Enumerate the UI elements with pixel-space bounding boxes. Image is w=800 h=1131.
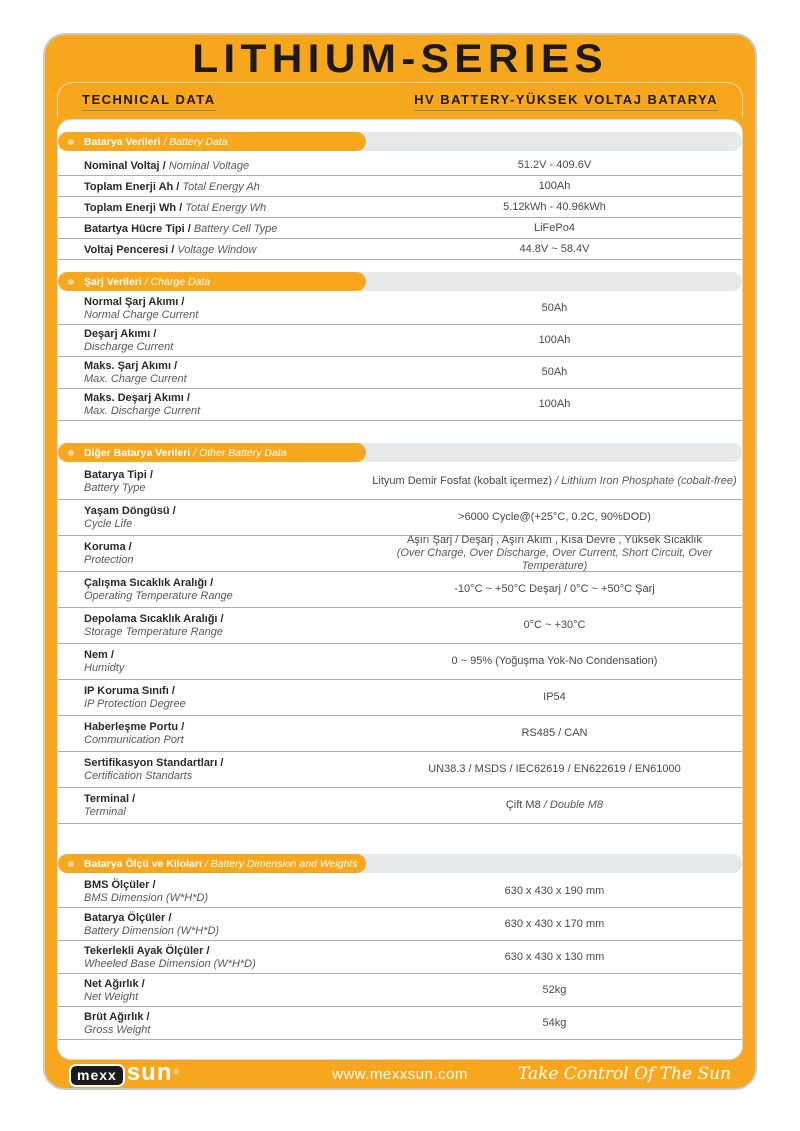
spec-label-slash: / (173, 181, 183, 193)
spec-label (84, 648, 367, 675)
spec-value-text: >6000 Cycle@(+25°C, 0.2C, 90%DOD) (458, 511, 651, 523)
spec-value-text: 51.2V - 409.6V (517, 158, 592, 171)
spec-value-italic: / Double M8 (540, 799, 604, 811)
spec-label (84, 911, 367, 938)
datasheet-frame (43, 33, 757, 1090)
subtitle-bar (57, 82, 743, 119)
header (45, 35, 755, 82)
spec-value-text: 50Ah (541, 302, 568, 314)
spec-value-line (367, 334, 742, 347)
spec-value (367, 398, 742, 411)
spec-label-en: Certification Standarts (84, 770, 193, 782)
spec-label (84, 720, 367, 747)
spec-value-line (367, 475, 742, 488)
mexxsun-logo (69, 1058, 180, 1087)
spec-label-en: Communication Port (84, 734, 184, 746)
spec-value (367, 691, 742, 704)
spec-value-text: -10°C ~ +50°C Deşarj / 0°C ~ +50°C Şarj (454, 583, 655, 595)
section-pill (58, 272, 366, 291)
spec-value (367, 1017, 742, 1030)
spec-label (84, 391, 367, 418)
spec-label-en: Voltage Window (177, 244, 257, 256)
spec-value-line (367, 180, 742, 193)
spec-value-text: 54kg (542, 1016, 567, 1029)
spec-label (84, 504, 367, 531)
spec-value (367, 534, 742, 573)
spec-value-line (367, 201, 742, 214)
section-header (58, 854, 742, 873)
spec-value-line (367, 1017, 742, 1030)
spec-row (58, 155, 742, 176)
spec-label-en: Battery Dimension (W*H*D) (84, 924, 220, 937)
spec-row (58, 218, 742, 239)
spec-row (58, 716, 742, 752)
spec-label-en: Operating Temperature Range (84, 590, 233, 602)
spec-label-slash: / (176, 202, 186, 214)
spec-value (367, 334, 742, 347)
section-title-tr: Batarya Ölçü ve Kiloları (84, 857, 202, 870)
spec-row (58, 941, 742, 974)
spec-label (84, 198, 367, 216)
spec-label-tr: Maks. Şarj Akımı / (84, 360, 178, 372)
spec-label-tr: Nominal Voltaj (84, 160, 160, 172)
section-title-en: / Battery Dimension and Weights (204, 857, 358, 870)
spec-value-text: Çift M8 (505, 799, 541, 811)
website-link[interactable]: www.mexxsun.com (332, 1065, 468, 1083)
spec-row (58, 572, 742, 608)
spec-row (58, 293, 742, 325)
spec-value-line (367, 583, 742, 596)
section-rows (58, 293, 742, 421)
spec-label-tr: Tekerlekli Ayak Ölçüler / (84, 944, 210, 957)
spec-row (58, 908, 742, 941)
spec-label-slash: / (159, 160, 169, 172)
spec-value (367, 201, 742, 214)
spec-value-text: 630 x 430 x 130 mm (504, 950, 605, 963)
section (58, 132, 742, 260)
spec-label (84, 977, 367, 1004)
spec-label-tr: Batarya Ölçüler / (84, 911, 172, 924)
spec-value (367, 619, 742, 632)
spec-value (367, 727, 742, 740)
spec-value (367, 159, 742, 172)
spec-label-en: Storage Temperature Range (84, 626, 224, 638)
section-bullet-icon (68, 861, 74, 867)
footer-bar (45, 1060, 755, 1088)
spec-value-line (367, 918, 742, 931)
spec-row (58, 608, 742, 644)
spec-label-tr: Sertifikasyon Standartları / (84, 757, 224, 769)
spec-value-text: 100Ah (538, 179, 571, 192)
spec-value-text: 44.8V ~ 58.4V (519, 242, 590, 255)
spec-label (84, 468, 367, 495)
spec-row (58, 197, 742, 218)
spec-value-text: 5.12kWh - 40.96kWh (503, 200, 606, 213)
spec-row (58, 239, 742, 260)
spec-label-en: Cycle Life (84, 518, 133, 530)
spec-label-en: Battery Cell Type (193, 223, 278, 235)
spec-label-en: Total Energy Wh (185, 202, 267, 214)
spec-value-line (367, 366, 742, 379)
spec-value-text: UN38.3 / MSDS / IEC62619 / EN622619 / EN61000 (428, 763, 681, 775)
spec-label-en: Discharge Current (84, 341, 174, 353)
spec-value (367, 511, 742, 524)
section-header (58, 443, 742, 462)
slogan-text: Take Control Of The Sun (517, 1064, 731, 1084)
spec-label-tr: Depolama Sıcaklık Aralığı / (84, 613, 224, 625)
section-bullet-icon (68, 279, 74, 285)
spec-label-tr: Toplam Enerji Wh (84, 202, 177, 214)
spec-label-tr: Haberleşme Portu / (84, 721, 185, 733)
spec-label-en: Humidty (84, 662, 125, 674)
spec-value-line (367, 619, 742, 632)
spec-value (367, 583, 742, 596)
spec-label (84, 792, 367, 819)
subtitle-right: HV BATTERY-YÜKSEK VOLTAJ BATARYA (414, 92, 718, 111)
spec-row (58, 500, 742, 536)
spec-value-italic: / Lithium Iron Phosphate (cobalt-free) (552, 475, 737, 487)
spec-label-en: Nominal Voltage (168, 160, 250, 172)
spec-label (84, 944, 367, 971)
spec-value-line (367, 984, 742, 997)
spec-label-tr: Deşarj Akımı / (84, 328, 157, 340)
spec-value (367, 951, 742, 964)
spec-row (58, 974, 742, 1007)
spec-label (84, 540, 367, 567)
logo-sun-text: sun® (126, 1058, 180, 1086)
spec-label-en: Terminal (84, 806, 126, 818)
spec-label-tr: Çalışma Sıcaklık Aralığı / (84, 577, 214, 589)
logo-mexx-badge: mexx (69, 1064, 125, 1087)
spec-value-line (367, 534, 742, 547)
spec-value-line (367, 302, 742, 315)
spec-value (367, 222, 742, 235)
spec-label-tr: Brüt Ağırlık / (84, 1010, 150, 1023)
spec-value (367, 885, 742, 898)
spec-value-line (367, 511, 742, 524)
spec-label-tr: BMS Ölçüler / (84, 878, 156, 891)
spec-label-tr: Voltaj Penceresi (84, 244, 169, 256)
spec-label-tr: Net Ağırlık / (84, 977, 145, 990)
spec-row (58, 357, 742, 389)
spec-label (84, 295, 367, 322)
spec-label (84, 359, 367, 386)
subtitle-left: TECHNICAL DATA (82, 92, 216, 111)
spec-value-text: 630 x 430 x 190 mm (504, 884, 605, 897)
section-pill (58, 132, 366, 151)
spec-value (367, 243, 742, 256)
spec-row (58, 875, 742, 908)
spec-label-en: Battery Type (84, 482, 146, 494)
spec-value (367, 918, 742, 931)
spec-label-en: Max. Discharge Current (84, 405, 201, 417)
spec-label-slash: / (168, 244, 178, 256)
spec-label-en: BMS Dimension (W*H*D) (84, 891, 209, 904)
section-rows (58, 464, 742, 824)
spec-value-text: 52kg (542, 983, 567, 996)
section-title-tr: Batarya Verileri (84, 135, 161, 148)
spec-label-en: IP Protection Degree (84, 698, 186, 710)
spec-value (367, 180, 742, 193)
spec-label-tr: Yaşam Döngüsü / (84, 505, 176, 517)
spec-value-line (367, 159, 742, 172)
spec-label-en: Wheeled Base Dimension (W*H*D) (84, 957, 256, 970)
section (58, 272, 742, 421)
spec-label (84, 156, 367, 174)
section-rows (58, 155, 742, 260)
spec-value-line (367, 885, 742, 898)
section-title-en: / Other Battery Data (193, 446, 287, 459)
spec-label (84, 240, 367, 258)
spec-row (58, 788, 742, 824)
spec-label (84, 612, 367, 639)
spec-label-slash: / (184, 223, 194, 235)
section-title-en: / Charge Data (144, 275, 211, 288)
spec-value-text: RS485 / CAN (521, 727, 588, 739)
spec-value (367, 799, 742, 812)
spec-value-line (367, 951, 742, 964)
spec-label-en: Net Weight (84, 990, 139, 1003)
spec-value-line (367, 691, 742, 704)
registered-mark: ® (173, 1068, 180, 1076)
spec-label (84, 219, 367, 237)
spec-label-tr: Maks. Deşarj Akımı / (84, 392, 190, 404)
spec-value-text: 630 x 430 x 170 mm (504, 917, 605, 930)
spec-value-line (367, 727, 742, 740)
spec-row (58, 752, 742, 788)
spec-label-en: Protection (84, 554, 134, 566)
spec-value-line (367, 398, 742, 411)
spec-label (84, 878, 367, 905)
spec-value-line (367, 222, 742, 235)
spec-value (367, 984, 742, 997)
section-rows (58, 875, 742, 1040)
spec-value-line (367, 763, 742, 776)
spec-row (58, 1007, 742, 1040)
section-bullet-icon (68, 450, 74, 456)
spec-label (84, 1010, 367, 1037)
spec-value (367, 763, 742, 776)
spec-row (58, 536, 742, 572)
spec-value-text: 50Ah (541, 366, 568, 378)
spec-row (58, 176, 742, 197)
spec-label (84, 177, 367, 195)
section (58, 443, 742, 824)
spec-label-tr: IP Koruma Sınıfı / (84, 685, 175, 697)
spec-label-tr: Normal Şarj Akımı / (84, 296, 185, 308)
spec-value-line (367, 243, 742, 256)
spec-label-tr: Batartya Hücre Tipi (84, 223, 185, 235)
spec-value-text: 0°C ~ +30°C (523, 619, 586, 631)
section (58, 854, 742, 1040)
spec-label (84, 327, 367, 354)
spec-value-text: Lityum Demir Fosfat (kobalt içermez) (372, 475, 552, 487)
page-title: LITHIUM-SERIES (192, 36, 608, 81)
section-bullet-icon (68, 139, 74, 145)
section-title-en: / Battery Data (163, 135, 228, 148)
spec-value-line (367, 655, 742, 668)
spec-value-text: 100Ah (538, 334, 571, 346)
spec-label (84, 756, 367, 783)
spec-label-en: Max. Charge Current (84, 373, 187, 385)
spec-label (84, 576, 367, 603)
spec-row (58, 325, 742, 357)
spec-label-tr: Toplam Enerji Ah (84, 181, 174, 193)
section-title-tr: Şarj Verileri (84, 275, 142, 288)
spec-value-text: Aşırı Şarj / Deşarj , Aşırı Akım , Kısa Devre , Yüksek Sıcaklık (406, 534, 702, 546)
spec-label-tr: Batarya Tipi / (84, 469, 153, 481)
spec-row (58, 464, 742, 500)
spec-label-en: Normal Charge Current (84, 309, 199, 321)
section-title-tr: Diğer Batarya Verileri (84, 446, 191, 459)
spec-card (57, 119, 743, 1060)
spec-label-en: Gross Weight (84, 1023, 151, 1036)
spec-value (367, 366, 742, 379)
spec-label (84, 684, 367, 711)
spec-value (367, 302, 742, 315)
spec-label-tr: Koruma / (84, 541, 132, 553)
spec-row (58, 644, 742, 680)
spec-value (367, 475, 742, 488)
spec-label-tr: Nem / (84, 649, 114, 661)
spec-value-line (367, 799, 742, 812)
spec-value-text: IP54 (543, 691, 566, 703)
section-header (58, 132, 742, 151)
spec-label-en: Total Energy Ah (182, 181, 260, 193)
section-header (58, 272, 742, 291)
spec-value (367, 655, 742, 668)
spec-value-line2: (Over Charge, Over Discharge, Over Current, Short Circuit, Over Temperature) (396, 547, 713, 572)
spec-label-tr: Terminal / (84, 793, 136, 805)
spec-value-text: LiFePo4 (533, 221, 575, 234)
spec-row (58, 680, 742, 716)
spec-value-text: 100Ah (538, 398, 571, 410)
section-pill (58, 443, 366, 462)
spec-value-text: 0 ~ 95% (Yoğuşma Yok-No Condensation) (451, 655, 658, 667)
spec-row (58, 389, 742, 421)
section-pill (58, 854, 366, 873)
